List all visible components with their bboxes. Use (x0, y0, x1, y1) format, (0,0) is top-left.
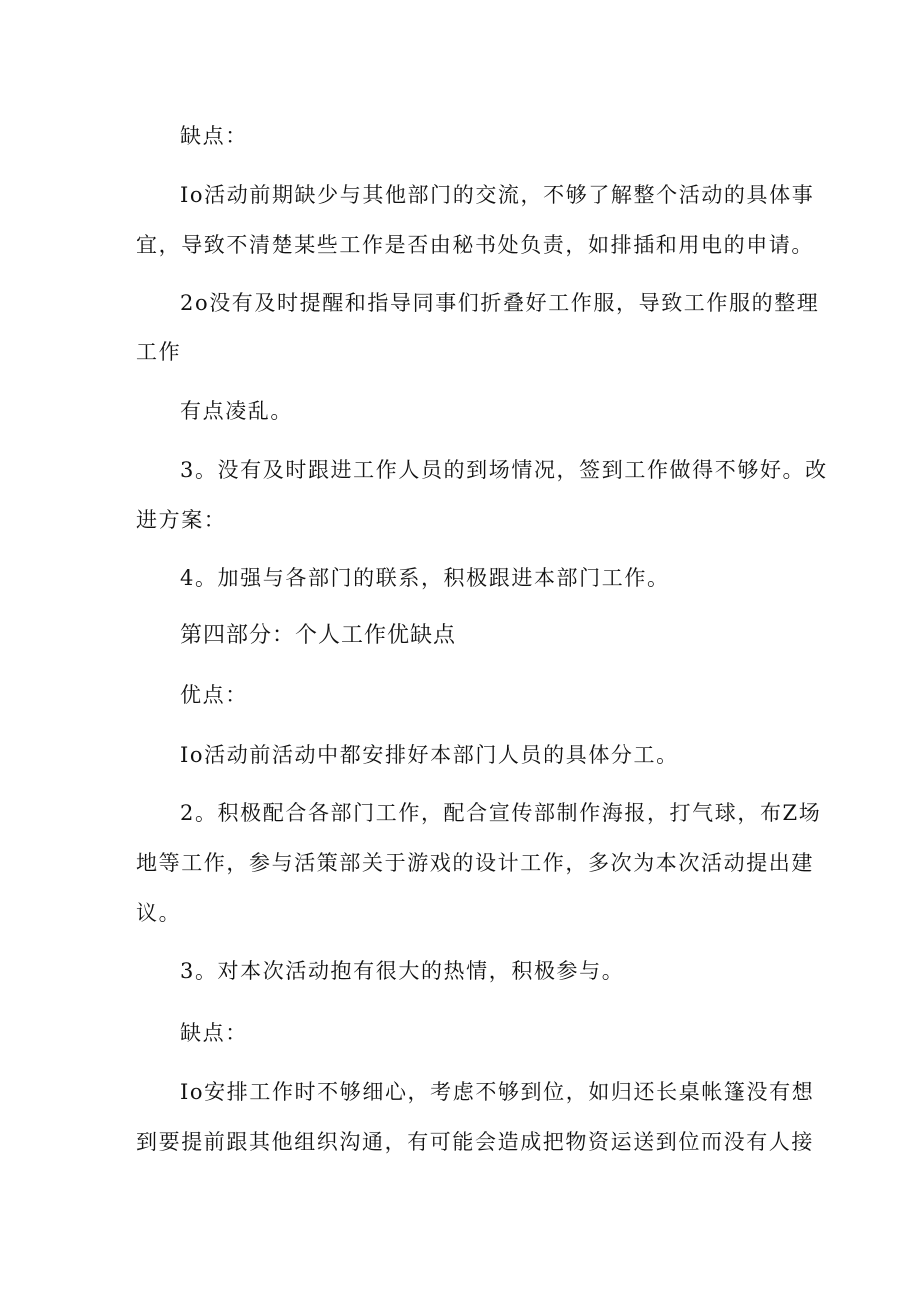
paragraph-line: 议。 (136, 901, 182, 925)
paragraph-line: 3。对本次活动抱有很大的热情，积极参与。 (180, 959, 625, 983)
paragraph-line: 3。没有及时跟进工作人员的到场情况，签到工作做得不够好。改 (180, 458, 828, 482)
paragraph-line: 有点凌乱。 (180, 399, 293, 423)
paragraph-line: 4。加强与各部门的联系，积极跟进本部门工作。 (180, 566, 670, 590)
paragraph-line: 进方案： (136, 508, 227, 532)
paragraph-label-disadvantages: 缺点： (180, 124, 248, 148)
paragraph-line: 到要提前跟其他组织沟通，有可能会造成把物资运送到位而没有人接 (136, 1130, 814, 1154)
section-heading: 第四部分：个人工作优缺点 (180, 623, 457, 648)
paragraph-line: Io安排工作时不够细心，考虑不够到位，如归还长桌帐篷没有想 (180, 1080, 815, 1104)
paragraph-line: 宜，导致不清楚某些工作是否由秘书处负责，如排插和用电的申请。 (136, 233, 814, 257)
paragraph-label-disadvantages: 缺点： (180, 1021, 248, 1045)
paragraph-label-advantages: 优点： (180, 683, 248, 707)
paragraph-line: Io活动前期缺少与其他部门的交流，不够了解整个活动的具体事 (180, 183, 815, 207)
paragraph-line: 地等工作，参与活策部关于游戏的设计工作，多次为本次活动提出建 (136, 851, 814, 875)
paragraph-line: 工作 (136, 340, 182, 364)
paragraph-line: 2。积极配合各部门工作，配合宣传部制作海报，打气球，布Z场 (180, 801, 822, 825)
paragraph-line: Io活动前活动中都安排好本部门人员的具体分工。 (180, 743, 679, 767)
paragraph-line: 2o没有及时提醒和指导同事们折叠好工作服，导致工作服的整理 (180, 291, 820, 315)
